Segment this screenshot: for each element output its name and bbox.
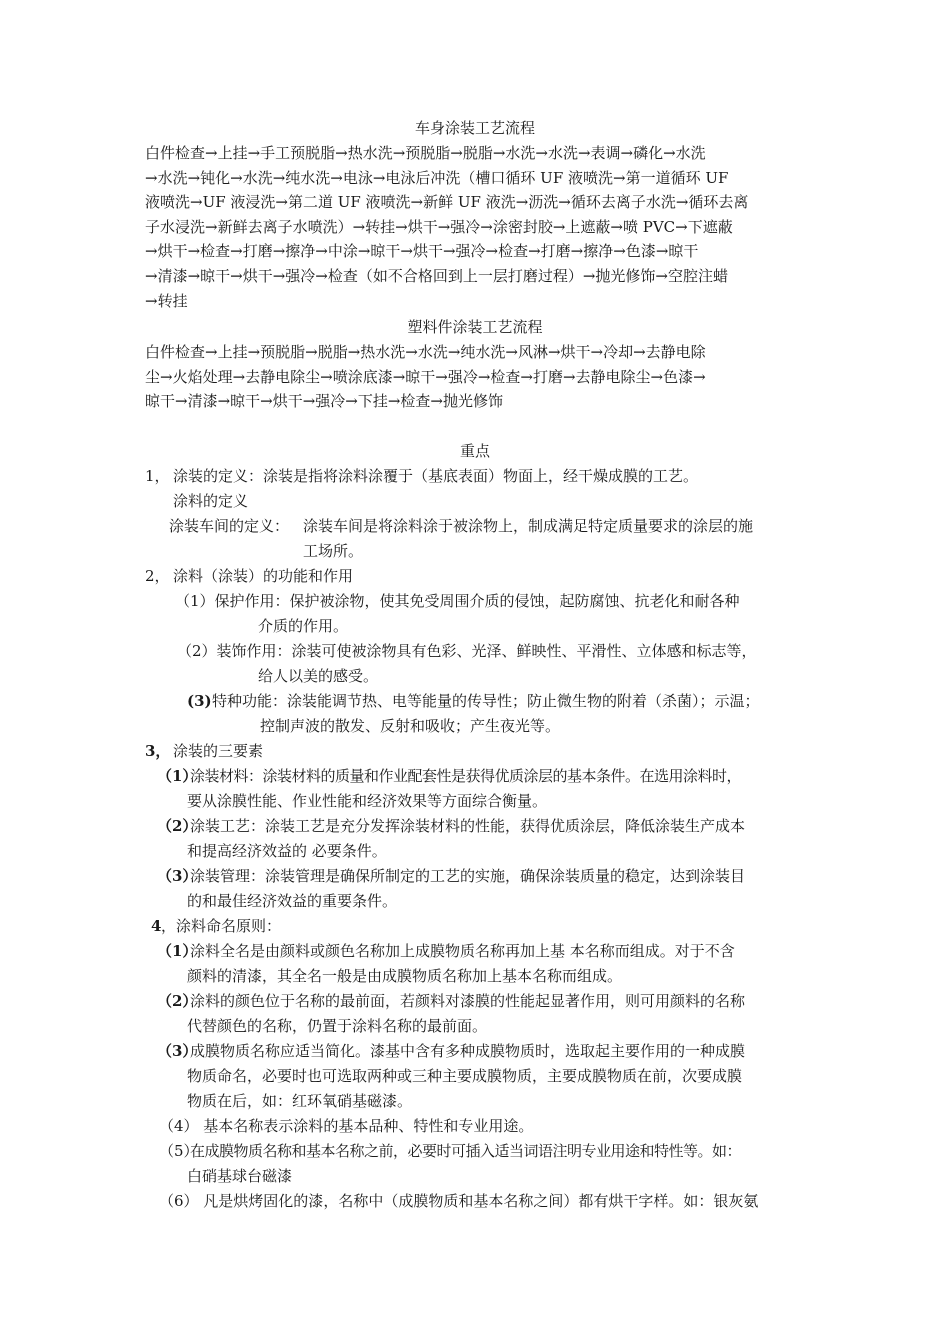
- naming-item-number: （2）: [157, 992, 198, 1010]
- body-process-text: [145, 141, 809, 313]
- element-item-number: （1）: [157, 767, 198, 785]
- key-points-title: 重点: [459, 442, 490, 460]
- element-item: 涂装管理：涂装管理是确保所制定的工艺的实施，确保涂装质量的稳定，达到涂装目: [190, 867, 746, 885]
- function-item-cont: 控制声波的散发、反射和吸收；产生夜光等。: [260, 717, 561, 735]
- naming-item-cont: 代替颜色的名称，仍置于涂料名称的最前面。: [187, 1017, 488, 1035]
- plastic-process-title: 塑料件涂装工艺流程: [407, 318, 543, 336]
- naming-item: （4） 基本名称表示涂料的基本品种、特性和专业用途。: [159, 1117, 534, 1135]
- body-process-line: →水洗→钝化→水洗→纯水洗→电泳→电泳后冲洗（槽口循环 UF 液喷洗→第一道循环 UF: [145, 168, 729, 187]
- section-4-title: ，涂料命名原则：: [161, 917, 282, 935]
- coating-definition-label: 涂料的定义: [173, 492, 249, 510]
- section-2-number: 2，: [145, 567, 170, 585]
- body-process-title: 车身涂装工艺流程: [414, 119, 535, 137]
- element-item: 涂装材料：涂装材料的质量和作业配套性是获得优质涂层的基本条件。在选用涂料时，: [190, 767, 742, 785]
- function-item: 特种功能：涂装能调节热、电等能量的传导性；防止微生物的附着（杀菌）；示温；: [212, 692, 760, 710]
- element-item: 涂装工艺：涂装工艺是充分发挥涂装材料的性能，获得优质涂层，降低涂装生产成本: [190, 817, 746, 835]
- body-process-line: →转挂: [145, 291, 188, 310]
- naming-item-number: （5）: [159, 1142, 199, 1160]
- naming-item-cont: 颜料的清漆，其全名一般是由成膜物质名称加上基本名称而组成。: [187, 967, 623, 985]
- naming-item-number: （1）: [157, 942, 198, 960]
- plastic-process-line: 白件检查→上挂→预脱脂→脱脂→热水洗→水洗→纯水洗→风淋→烘干→冷却→去静电除: [145, 343, 706, 361]
- naming-item: （6） 凡是烘烤固化的漆，名称中（成膜物质和基本名称之间）都有烘干字样。如：银灰氨: [159, 1192, 759, 1210]
- section-3-title: 涂装的三要素: [173, 742, 264, 760]
- body-process-line: 子水浸洗→新鲜去离子水喷洗）→转挂→烘干→强冷→涂密封胶→上遮蔽→喷 PVC→下遮蔽: [145, 217, 733, 236]
- workshop-definition-text: 涂装车间是将涂料涂于被涂物上，制成满足特定质量要求的涂层的施: [303, 517, 754, 535]
- naming-item-cont: 白硝基球台磁漆: [187, 1167, 293, 1185]
- element-item-number: （3）: [157, 867, 198, 885]
- section-1-number: 1，: [145, 467, 170, 485]
- body-process-line: →烘干→检查→打磨→擦净→中涂→晾干→烘干→强冷→检查→打磨→擦净→色漆→晾干: [145, 242, 699, 261]
- naming-item-number: （3）: [157, 1042, 198, 1060]
- naming-item-cont: 物质在后，如：红环氧硝基磁漆。: [187, 1092, 413, 1110]
- section-4-number: 4: [151, 917, 162, 935]
- naming-item: 成膜物质名称应适当简化。漆基中含有多种成膜物质时，选取起主要作用的一种成膜: [190, 1042, 746, 1060]
- body-process-line: →清漆→晾干→烘干→强冷→检查（如不合格回到上一层打磨过程）→抛光修饰→空腔注蜡: [145, 266, 728, 285]
- body-process-line: 白件检查→上挂→手工预脱脂→热水洗→预脱脂→脱脂→水洗→水洗→表调→磷化→水洗: [145, 144, 706, 162]
- body-process-line: 液喷洗→UF 液浸洗→第二道 UF 液喷洗→新鲜 UF 液洗→沥洗→循环去离子水洗→循环去离: [145, 193, 749, 212]
- workshop-definition-label: 涂装车间的定义：: [169, 517, 290, 535]
- section-2-title: 涂料（涂装）的功能和作用: [173, 567, 354, 585]
- element-item-number: （2）: [157, 817, 198, 835]
- workshop-definition-text: 工场所。: [303, 542, 364, 560]
- naming-item: 在成膜物质名称和基本名称之前，必要时可插入适当词语注明专业用途和特性等。如：: [190, 1142, 742, 1160]
- plastic-process-line: 尘→火焰处理→去静电除尘→喷涂底漆→晾干→强冷→检查→打磨→去静电除尘→色漆→: [145, 367, 706, 386]
- naming-item: 涂料全名是由颜料或颜色名称加上成膜物质名称再加上基 本名称而组成。对于不含: [190, 942, 735, 960]
- element-item-cont: 的和最佳经济效益的重要条件。: [187, 892, 398, 910]
- function-item-cont: 给人以美的感受。: [258, 667, 379, 685]
- naming-item-cont: 物质命名，必要时也可选取两种或三种主要成膜物质，主要成膜物质在前，次要成膜: [187, 1067, 743, 1085]
- function-item-cont: 介质的作用。: [258, 617, 349, 635]
- element-item-cont: 和提高经济效益的 必要条件。: [187, 842, 387, 860]
- section-1-title: 涂装的定义：涂装是指将涂料涂覆于（基底表面）物面上，经干燥成膜的工艺。: [173, 467, 699, 485]
- function-item: （2）装饰作用：涂装可使被涂物具有色彩、光泽、鲜映性、平滑性、立体感和标志等，: [177, 642, 757, 660]
- plastic-process-text: [145, 340, 809, 414]
- function-item-number: (3): [187, 692, 212, 710]
- section-3-number: 3，: [145, 742, 171, 760]
- element-item-cont: 要从涂膜性能、作业性能和经济效果等方面综合衡量。: [187, 792, 548, 810]
- plastic-process-line: 晾干→清漆→晾干→烘干→强冷→下挂→检查→抛光修饰: [145, 392, 503, 411]
- function-item: （1）保护作用：保护被涂物，使其免受周围介质的侵蚀，起防腐蚀、抗老化和耐各种: [175, 592, 740, 610]
- naming-item: 涂料的颜色位于名称的最前面，若颜料对漆膜的性能起显著作用，则可用颜料的名称: [190, 992, 746, 1010]
